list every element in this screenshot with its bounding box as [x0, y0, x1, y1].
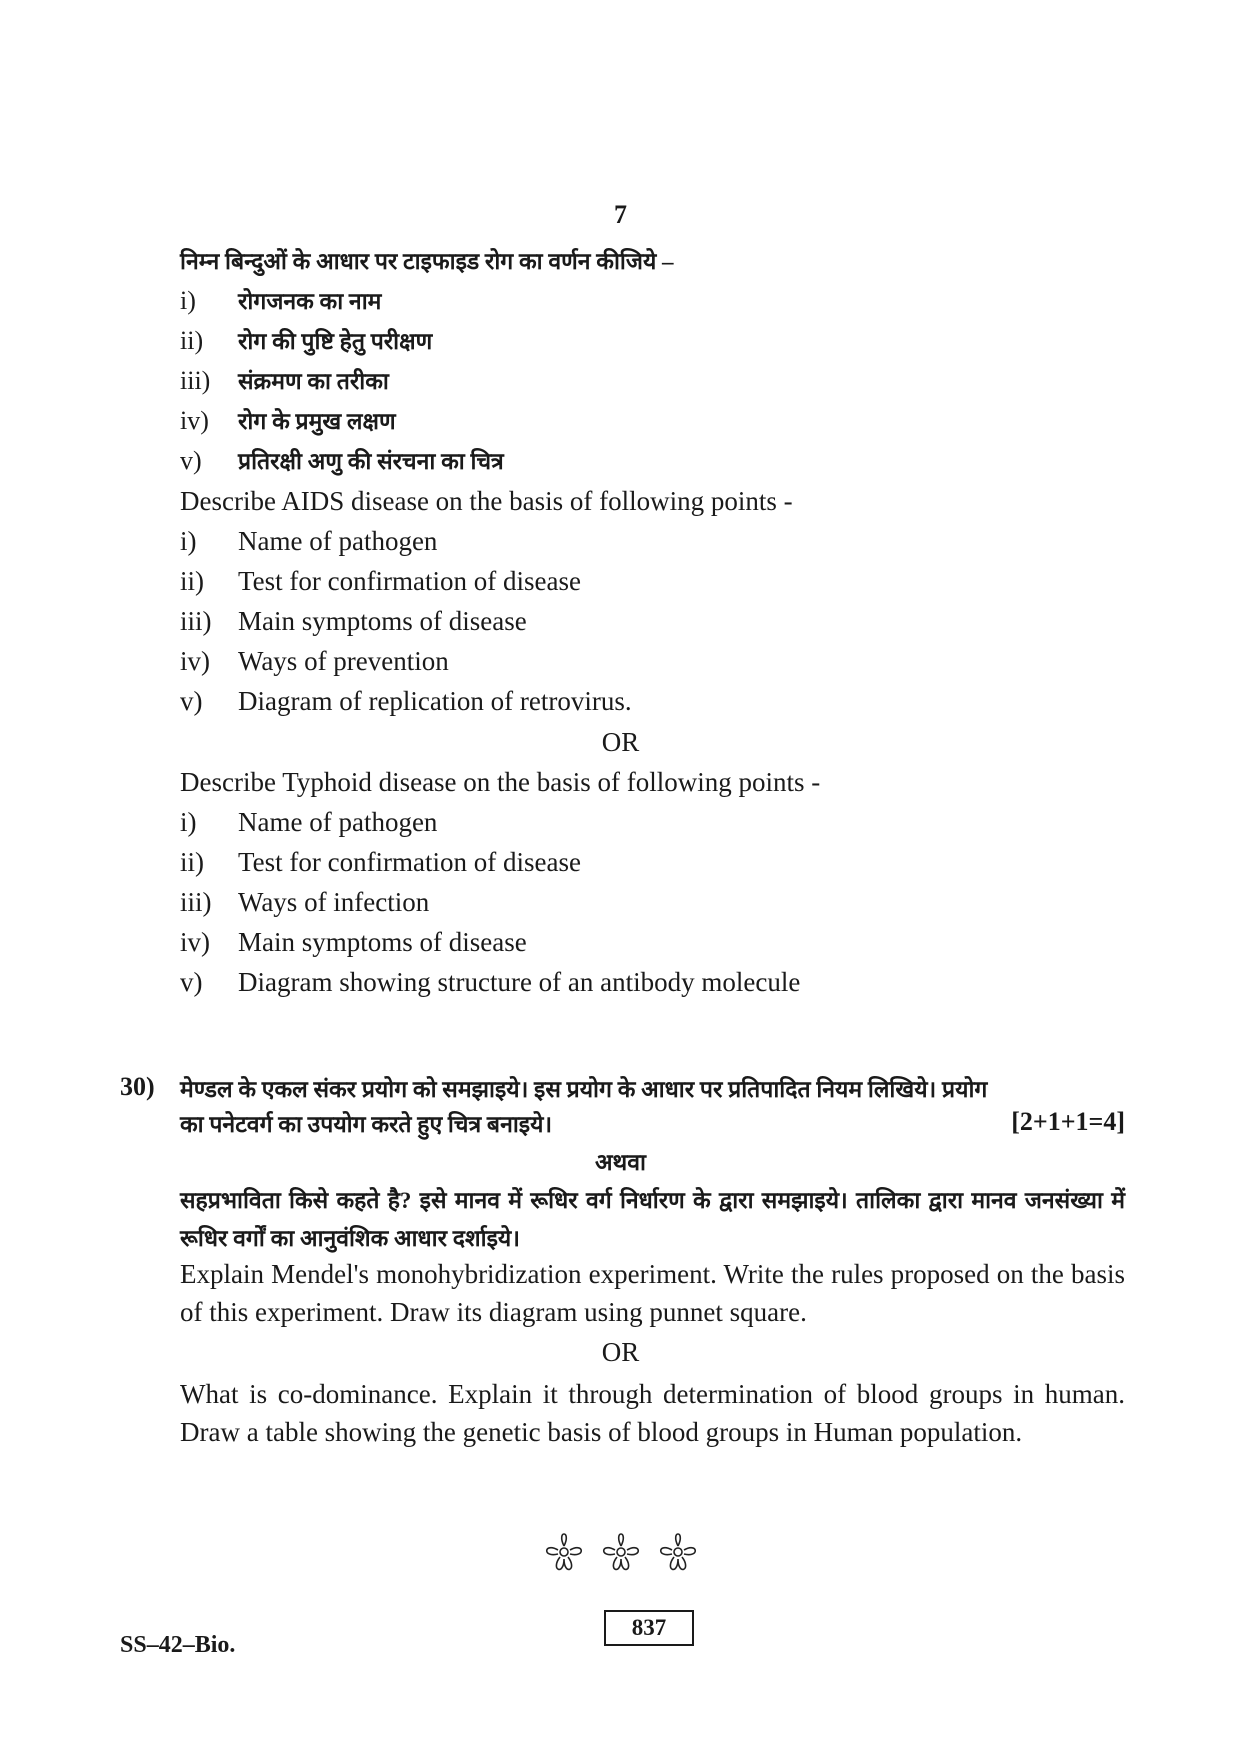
list-item-text: Ways of infection [238, 887, 430, 917]
list-item-text: Diagram of replication of retrovirus. [238, 686, 632, 716]
marks-distribution: [2+1+1=4] [1011, 1107, 1125, 1136]
list-item-text: Test for confirmation of disease [238, 847, 581, 877]
list-item [180, 526, 437, 557]
list-item [180, 364, 389, 396]
q30-hindi-line-1: मेण्डल के एकल संकर प्रयोग को समझाइये। इस प्रयोग के आधार पर प्रतिपादित नियम लिखिये। प्रयोग [180, 1077, 988, 1102]
list-item [180, 887, 429, 918]
list-item-text: रोग की पुष्टि हेतु परीक्षण [238, 329, 433, 354]
list-item [180, 807, 437, 838]
end-ornament [0, 1528, 1241, 1586]
q30-hindi-line-2: का पनेटवर्ग का उपयोग करते हुए चित्र बनाइये। [180, 1112, 553, 1137]
q30-hindi-alternative: सहप्रभाविता किसे कहते है? इसे मानव में रूधिर वर्ग निर्धारण के द्वारा समझाइये। तालिका द्वारा मानव जनसंख्या में रूधिर वर्गों का आनुवंशिक आधार दर्शाइये। [180, 1188, 1125, 1251]
page-code-box: 837 [604, 1610, 694, 1646]
list-item-text: Name of pathogen [238, 526, 438, 556]
list-item [180, 566, 581, 597]
list-item [180, 847, 581, 878]
list-item-number: v) [180, 686, 203, 716]
list-item-number: i) [180, 286, 196, 315]
list-item-number: i) [180, 526, 197, 556]
list-item-number: v) [180, 967, 203, 997]
aids-question-intro: Describe AIDS disease on the basis of following points - [180, 486, 793, 516]
hindi-question-intro: निम्न बिन्दुओं के आधार पर टाइफाइड रोग का वर्णन कीजिये – [180, 249, 674, 274]
list-item [180, 967, 800, 998]
list-item [180, 404, 396, 436]
list-item [180, 324, 432, 356]
or-divider: OR [601, 727, 640, 757]
list-item [180, 927, 527, 958]
list-item-text: Ways of prevention [238, 646, 449, 676]
list-item-text: Name of pathogen [238, 807, 438, 837]
list-item-text: रोगजनक का नाम [238, 289, 382, 314]
list-item [180, 686, 632, 717]
list-item-number: ii) [180, 847, 204, 877]
list-item-text: Diagram showing structure of an antibody molecule [238, 967, 801, 997]
list-item-text: Test for confirmation of disease [238, 566, 581, 596]
q30-english-alternative: What is co-dominance. Explain it through determination of blood groups in human. Draw a table showing the genetic basis of blood groups in Human population. [180, 1379, 1125, 1447]
list-item-text: Main symptoms of disease [238, 927, 527, 957]
list-item-number: iv) [180, 406, 209, 435]
typhoid-question-intro: Describe Typhoid disease on the basis of following points - [180, 767, 821, 797]
list-item-text: प्रतिरक्षी अणु की संरचना का चित्र [238, 449, 504, 474]
list-item-text: रोग के प्रमुख लक्षण [238, 409, 396, 434]
list-item-number: i) [180, 807, 197, 837]
paper-code: SS–42–Bio. [120, 1632, 236, 1658]
or-divider-2: OR [601, 1337, 640, 1367]
list-item [180, 646, 449, 677]
list-item-number: ii) [180, 566, 204, 596]
list-item-number: ii) [180, 326, 204, 355]
q30-english-main: Explain Mendel's monohybridization experiment. Write the rules proposed on the basis of this experiment. Draw its diagram using punnet square. [180, 1259, 1125, 1327]
question-number: 30) [120, 1072, 155, 1101]
flower-ornament-icon [536, 1528, 706, 1576]
list-item-number: iii) [180, 366, 211, 395]
list-item-number: iii) [180, 606, 212, 636]
list-item [180, 606, 527, 637]
list-item-text: संक्रमण का तरीका [238, 369, 389, 394]
list-item [180, 284, 381, 316]
list-item-text: Main symptoms of disease [238, 606, 527, 636]
athva-divider: अथवा [594, 1150, 646, 1175]
list-item-number: iv) [180, 927, 210, 957]
list-item-number: iv) [180, 646, 210, 676]
list-item-number: iii) [180, 887, 212, 917]
list-item [180, 444, 504, 476]
list-item-number: v) [180, 446, 202, 475]
page-number: 7 [614, 200, 627, 229]
